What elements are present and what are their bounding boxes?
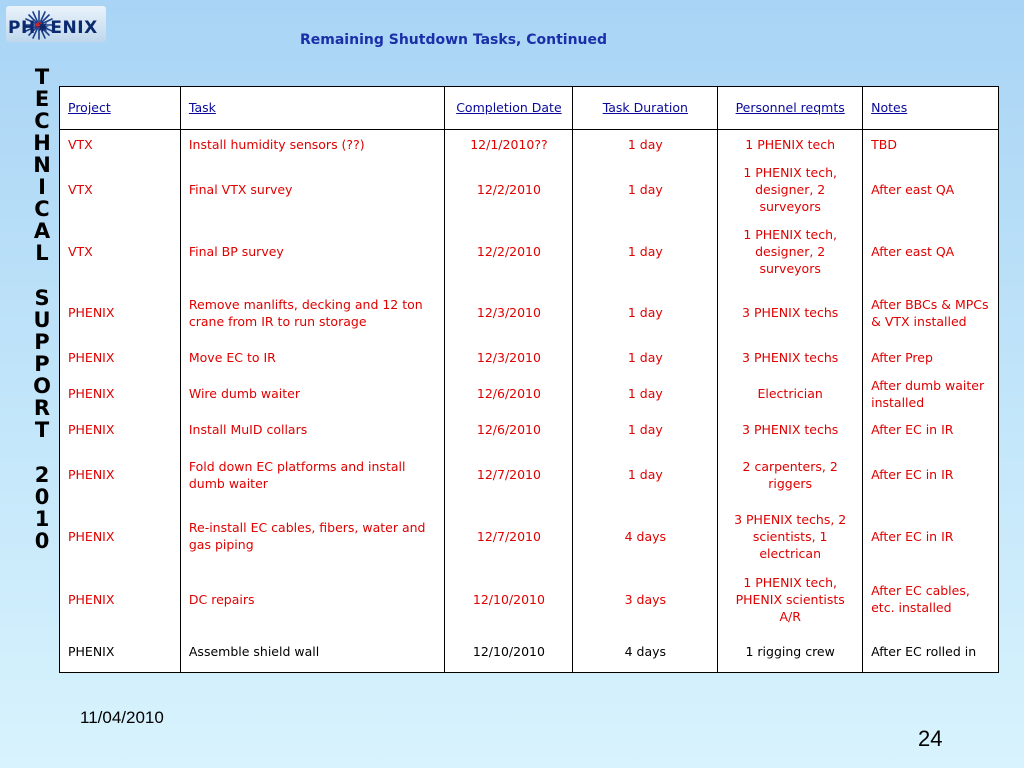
cell-personnel: 1 PHENIX tech, PHENIX scientists A/R <box>718 568 863 631</box>
cell-duration: 1 day <box>573 160 718 220</box>
banner-letter: U <box>33 308 51 332</box>
cell-duration: 1 day <box>573 415 718 445</box>
cell-task: Final BP survey <box>180 220 445 283</box>
banner-letter: O <box>33 374 51 398</box>
banner-letter: N <box>33 153 51 177</box>
cell-project: PHENIX <box>60 631 181 673</box>
cell-date: 12/7/2010 <box>445 445 573 505</box>
cell-notes: After dumb waiter installed <box>863 373 999 415</box>
cell-task: Re-install EC cables, fibers, water and gas piping <box>180 505 445 568</box>
cell-task: Install humidity sensors (??) <box>180 130 445 160</box>
cell-personnel: 1 PHENIX tech, designer, 2 surveyors <box>718 160 863 220</box>
table-row <box>60 283 999 343</box>
cell-task: Remove manlifts, decking and 12 ton crane from IR to run storage <box>180 283 445 343</box>
cell-duration: 1 day <box>573 220 718 283</box>
banner-letter: 2 <box>34 463 50 487</box>
cell-project: VTX <box>60 130 181 160</box>
logo-text: PH✷ENIX <box>8 18 98 38</box>
cell-notes: After BBCs & MPCs & VTX installed <box>863 283 999 343</box>
cell-notes: After EC in IR <box>863 505 999 568</box>
page-number: 24 <box>918 726 943 751</box>
banner-letter: C <box>34 109 50 133</box>
banner-letter: I <box>38 175 46 199</box>
table-row <box>60 130 999 160</box>
cell-duration: 1 day <box>573 373 718 415</box>
tasks-table <box>59 86 999 673</box>
banner-letter: S <box>34 286 50 310</box>
cell-duration: 3 days <box>573 568 718 631</box>
footer-date: 11/04/2010 <box>80 708 164 727</box>
header-project: Project <box>60 87 181 130</box>
banner-letter: 1 <box>34 507 50 531</box>
cell-duration: 4 days <box>573 505 718 568</box>
cell-task: Move EC to IR <box>180 343 445 373</box>
cell-task: Fold down EC platforms and install dumb waiter <box>180 445 445 505</box>
header-notes: Notes <box>863 87 999 130</box>
cell-project: PHENIX <box>60 415 181 445</box>
cell-task: Wire dumb waiter <box>180 373 445 415</box>
banner-letter: P <box>34 330 50 354</box>
cell-notes: After EC cables, etc. installed <box>863 568 999 631</box>
cell-notes: After east QA <box>863 160 999 220</box>
cell-date: 12/7/2010 <box>445 505 573 568</box>
banner-letter: R <box>33 396 51 420</box>
cell-personnel: 3 PHENIX techs <box>718 415 863 445</box>
table-row <box>60 568 999 631</box>
cell-project: VTX <box>60 220 181 283</box>
cell-notes: After Prep <box>863 343 999 373</box>
cell-date: 12/6/2010 <box>445 415 573 445</box>
cell-project: PHENIX <box>60 373 181 415</box>
cell-duration: 4 days <box>573 631 718 673</box>
cell-date: 12/3/2010 <box>445 343 573 373</box>
side-banner <box>28 66 56 552</box>
banner-letter: H <box>33 131 51 155</box>
banner-letter: C <box>34 197 50 221</box>
cell-personnel: Electrician <box>718 373 863 415</box>
table-header-row <box>60 87 999 130</box>
banner-letter: L <box>35 241 49 265</box>
cell-project: PHENIX <box>60 445 181 505</box>
header-task-duration: Task Duration <box>573 87 718 130</box>
table-row <box>60 415 999 445</box>
cell-notes: After east QA <box>863 220 999 283</box>
cell-date: 12/2/2010 <box>445 160 573 220</box>
cell-task: Install MuID collars <box>180 415 445 445</box>
cell-notes: After EC rolled in <box>863 631 999 673</box>
table-row <box>60 631 999 673</box>
table-row <box>60 445 999 505</box>
table-row <box>60 160 999 220</box>
cell-project: PHENIX <box>60 568 181 631</box>
table-row <box>60 220 999 283</box>
banner-letter: T <box>34 65 50 89</box>
cell-notes: After EC in IR <box>863 415 999 445</box>
banner-letter: A <box>33 219 51 243</box>
cell-personnel: 1 PHENIX tech, designer, 2 surveyors <box>718 220 863 283</box>
table-row <box>60 343 999 373</box>
cell-personnel: 3 PHENIX techs, 2 scientists, 1 electrican <box>718 505 863 568</box>
banner-letter: T <box>34 418 50 442</box>
cell-project: VTX <box>60 160 181 220</box>
cell-date: 12/2/2010 <box>445 220 573 283</box>
cell-date: 12/1/2010?? <box>445 130 573 160</box>
banner-letter: P <box>34 352 50 376</box>
header-task: Task <box>180 87 445 130</box>
cell-task: DC repairs <box>180 568 445 631</box>
header-personnel: Personnel reqmts <box>718 87 863 130</box>
banner-letter: E <box>34 87 50 111</box>
table-row <box>60 373 999 415</box>
cell-project: PHENIX <box>60 505 181 568</box>
cell-personnel: 1 rigging crew <box>718 631 863 673</box>
header-completion-date: Completion Date <box>445 87 573 130</box>
cell-date: 12/10/2010 <box>445 631 573 673</box>
cell-personnel: 1 PHENIX tech <box>718 130 863 160</box>
cell-duration: 1 day <box>573 343 718 373</box>
cell-personnel: 2 carpenters, 2 riggers <box>718 445 863 505</box>
cell-personnel: 3 PHENIX techs <box>718 343 863 373</box>
table-row <box>60 505 999 568</box>
cell-project: PHENIX <box>60 283 181 343</box>
cell-duration: 1 day <box>573 130 718 160</box>
banner-letter: 0 <box>34 529 50 553</box>
banner-letter: 0 <box>34 485 50 509</box>
cell-date: 12/6/2010 <box>445 373 573 415</box>
cell-notes: TBD <box>863 130 999 160</box>
cell-personnel: 3 PHENIX techs <box>718 283 863 343</box>
cell-task: Final VTX survey <box>180 160 445 220</box>
cell-duration: 1 day <box>573 283 718 343</box>
cell-project: PHENIX <box>60 343 181 373</box>
phenix-logo <box>6 6 106 42</box>
cell-notes: After EC in IR <box>863 445 999 505</box>
page-title: Remaining Shutdown Tasks, Continued <box>300 32 608 48</box>
cell-date: 12/10/2010 <box>445 568 573 631</box>
cell-duration: 1 day <box>573 445 718 505</box>
cell-task: Assemble shield wall <box>180 631 445 673</box>
cell-date: 12/3/2010 <box>445 283 573 343</box>
